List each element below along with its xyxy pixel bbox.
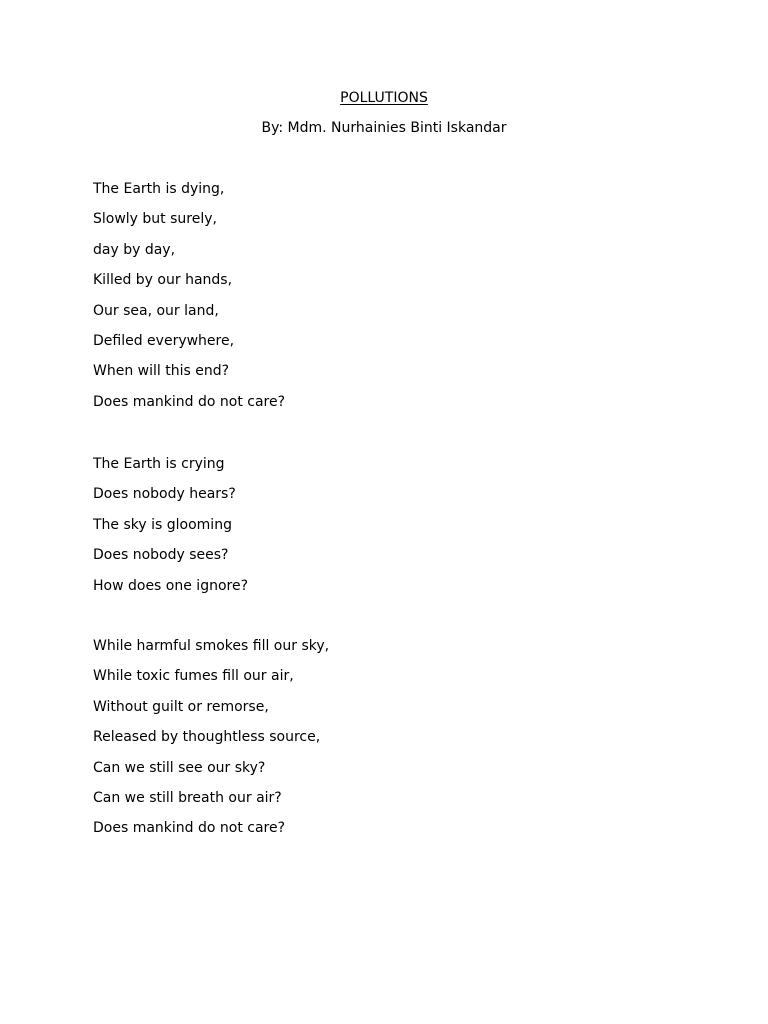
poem-line: The Earth is crying — [93, 456, 225, 472]
poem-line: Does mankind do not care? — [93, 820, 286, 837]
poem-line: Does nobody sees? — [93, 547, 229, 564]
stanza-2 — [93, 454, 248, 606]
poem-line: While toxic fumes fill our air, — [93, 668, 294, 685]
poem-line: How does one ignore? — [93, 577, 249, 594]
poem-line: Our sea, our land, — [93, 302, 219, 319]
poem-line: Released by thoughtless source, — [93, 729, 321, 746]
poem-line: Killed by our hands, — [93, 272, 233, 289]
poem-line: day by day, — [93, 241, 176, 258]
poem-line: Without guilt or remorse, — [93, 698, 269, 715]
poem-line: Defiled everywhere, — [93, 332, 235, 349]
poem-line: When will this end? — [93, 363, 230, 380]
stanza-1 — [93, 179, 285, 422]
poem-line: While harmful smokes fill our sky, — [93, 638, 330, 654]
poem-line: Does mankind do not care? — [93, 393, 286, 410]
poem-line: Slowly but surely, — [93, 211, 217, 228]
poem-byline: By: Mdm. Nurhainies Binti Iskandar — [261, 120, 507, 136]
poem-line: The sky is glooming — [93, 516, 232, 533]
poem-title: POLLUTIONS — [340, 90, 428, 106]
stanza-3 — [93, 636, 329, 849]
poem-line: The Earth is dying, — [93, 181, 225, 197]
poem-line: Does nobody hears? — [93, 486, 236, 503]
poem-line: Can we still see our sky? — [93, 759, 266, 776]
poem-line: Can we still breath our air? — [93, 789, 282, 806]
